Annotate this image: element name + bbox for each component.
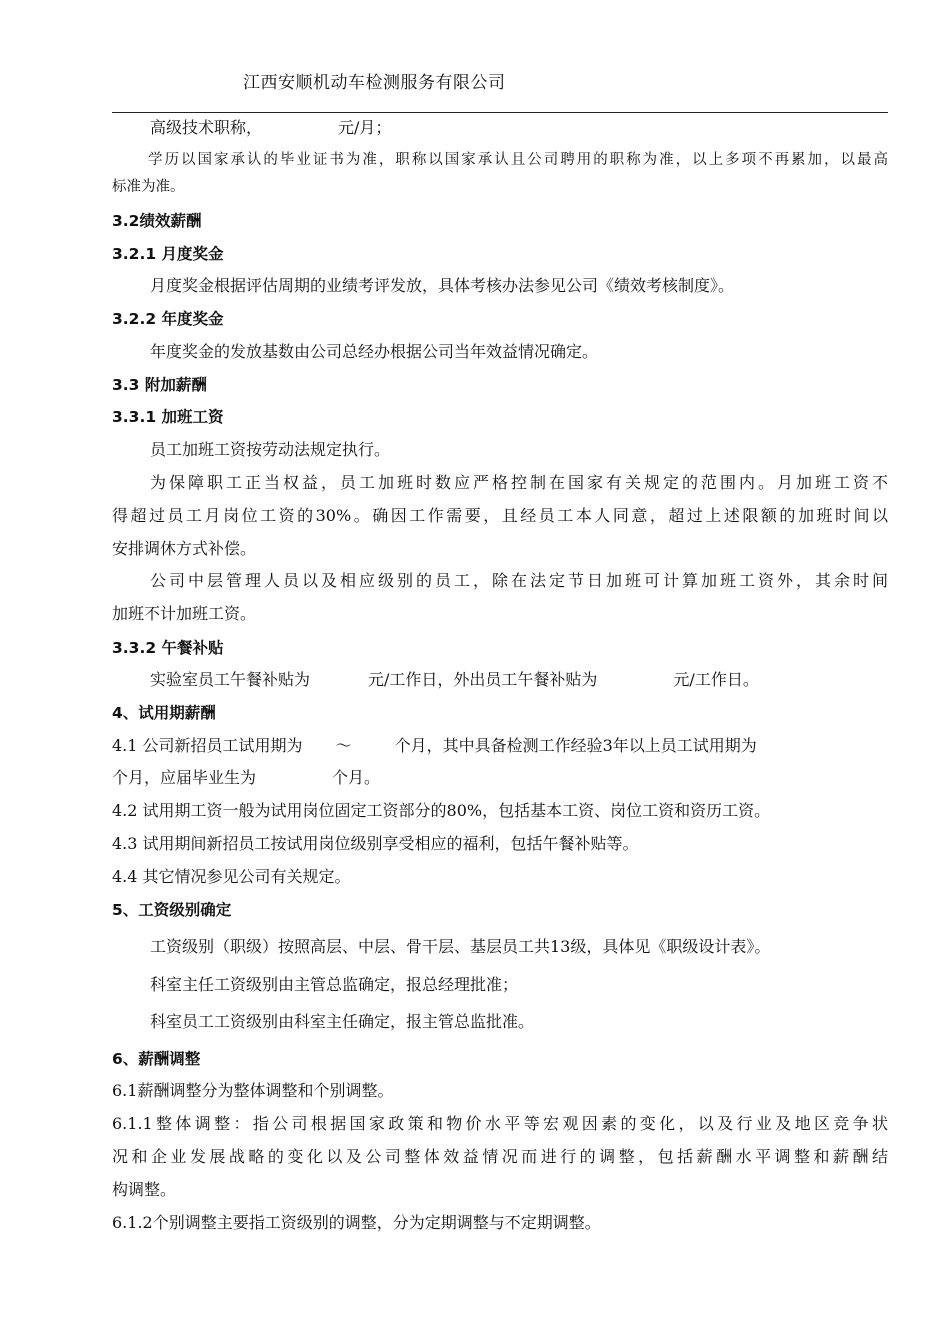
note-line-2: 标准为准。 bbox=[112, 179, 185, 195]
senior-title-unit: 元/月； bbox=[338, 118, 392, 137]
para-4-2: 4.2 试用期工资一般为试用岗位固定工资部分的80%，包括基本工资、岗位工资和资历工资。 bbox=[112, 801, 771, 820]
para-5-1: 工资级别（职级）按照高层、中层、骨干层、基层员工共13级，具体见《职级设计表》。 bbox=[150, 937, 771, 956]
para-overtime-3a: 公司中层管理人员以及相应级别的员工，除在法定节日加班可计算加班工资外，其余时间 bbox=[150, 571, 888, 590]
heading-4: 4、试用期薪酬 bbox=[112, 704, 216, 722]
lunch-unit: 元/工作日。 bbox=[673, 670, 759, 689]
probation-text-c: 个月，其中具备检测工作经验3年以上员工试用期为 bbox=[394, 736, 757, 755]
para-4-3: 4.3 试用期间新招员工按试用岗位级别享受相应的福利，包括午餐补贴等。 bbox=[112, 834, 639, 853]
heading-3-2-2: 3.2.2 年度奖金 bbox=[112, 310, 224, 328]
company-header: 江西安顺机动车检测服务有限公司 bbox=[243, 73, 506, 93]
heading-3-3: 3.3 附加薪酬 bbox=[112, 376, 207, 394]
para-overtime-2b: 得超过员工月岗位工资的30%。确因工作需要，且经员工本人同意，超过上述限额的加班时间以 bbox=[112, 506, 888, 525]
probation-text-e: 个月。 bbox=[332, 768, 381, 787]
para-overtime-3b: 加班不计加班工资。 bbox=[112, 604, 257, 623]
lunch-lab: 实验室员工午餐补贴为 bbox=[150, 670, 311, 689]
senior-title-label: 高级技术职称， bbox=[150, 118, 263, 137]
probation-text-a: 4.1 公司新招员工试用期为 bbox=[112, 736, 303, 755]
para-overtime-2a: 为保障职工正当权益，员工加班时数应严格控制在国家有关规定的范围内。月加班工资不 bbox=[150, 473, 888, 492]
probation-text-d: 个月，应届毕业生为 bbox=[112, 768, 257, 787]
heading-3-3-2: 3.3.2 午餐补贴 bbox=[112, 639, 224, 657]
para-4-1a bbox=[112, 736, 888, 756]
para-5-3: 科室员工工资级别由科室主任确定，报主管总监批准。 bbox=[150, 1012, 535, 1031]
senior-title-line bbox=[150, 118, 888, 138]
para-lunch bbox=[150, 670, 888, 690]
para-4-1b bbox=[112, 768, 888, 788]
para-3-2-2: 年度奖金的发放基数由公司总经办根据公司当年效益情况确定。 bbox=[150, 342, 599, 361]
para-3-2-1: 月度奖金根据评估周期的业绩考评发放，具体考核办法参见公司《绩效考核制度》。 bbox=[150, 276, 735, 295]
heading-3-3-1: 3.3.1 加班工资 bbox=[112, 408, 224, 426]
heading-3-2: 3.2绩效薪酬 bbox=[112, 212, 202, 230]
note-line-1: 学历以国家承认的毕业证书为准，职称以国家承认且公司聘用的职称为准，以上多项不再累加，以最高 bbox=[148, 152, 888, 168]
heading-3-2-1: 3.2.1 月度奖金 bbox=[112, 245, 224, 263]
para-6-1-1c: 构调整。 bbox=[112, 1180, 177, 1199]
para-6-1-2: 6.1.2个别调整主要指工资级别的调整，分为定期调整与不定期调整。 bbox=[112, 1213, 601, 1232]
para-4-4: 4.4 其它情况参见公司有关规定。 bbox=[112, 867, 351, 886]
header-divider bbox=[112, 112, 888, 113]
para-6-1: 6.1薪酬调整分为整体调整和个别调整。 bbox=[112, 1081, 394, 1100]
lunch-out: 元/工作日，外出员工午餐补贴为 bbox=[368, 670, 598, 689]
para-overtime-1: 员工加班工资按劳动法规定执行。 bbox=[150, 440, 391, 459]
para-overtime-2c: 安排调休方式补偿。 bbox=[112, 539, 257, 558]
heading-5: 5、工资级别确定 bbox=[112, 901, 232, 919]
heading-6: 6、薪酬调整 bbox=[112, 1050, 201, 1068]
para-5-2: 科室主任工资级别由主管总监确定，报总经理批准； bbox=[150, 975, 519, 994]
para-6-1-1b: 况和企业发展战略的变化以及公司整体效益情况而进行的调整，包括薪酬水平调整和薪酬结 bbox=[112, 1147, 888, 1166]
para-6-1-1a: 6.1.1整体调整：指公司根据国家政策和物价水平等宏观因素的变化，以及行业及地区竞争状 bbox=[112, 1114, 888, 1133]
probation-tilde: ～ bbox=[335, 736, 352, 755]
